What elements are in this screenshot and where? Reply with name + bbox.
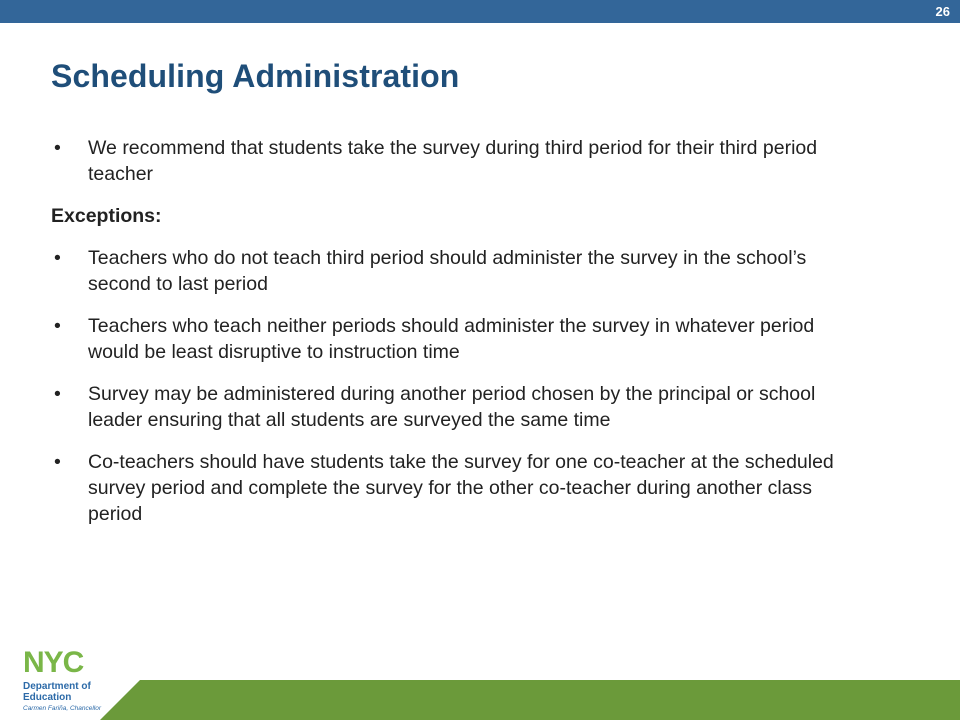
bullet-text: Teachers who teach neither periods should administer the survey in whatever period would be least disruptive to instruction time xyxy=(88,315,815,363)
logo-line-1: Department of xyxy=(23,681,91,692)
footer-bar-shape xyxy=(100,680,960,720)
slide-title: Scheduling Administration xyxy=(51,58,460,94)
nyc-doe-logo xyxy=(22,646,122,718)
bullet-icon: • xyxy=(54,247,61,269)
bullet-text: Co-teachers should have students take the survey for one co-teacher at the scheduled survey period and complete the survey for the other co-teacher during another class period xyxy=(88,451,834,525)
bullet-text: Survey may be administered during another period chosen by the principal or school leader ensuring that all students are surveyed the same time xyxy=(88,383,816,431)
bullet-icon: • xyxy=(54,137,61,159)
top-banner xyxy=(0,0,960,23)
page-number: 26 xyxy=(935,4,950,19)
logo-mark: NYC xyxy=(23,646,84,679)
bullet-icon: • xyxy=(54,315,61,337)
bullet-item xyxy=(51,313,851,365)
logo-line-2: Education xyxy=(23,692,72,703)
bullet-item xyxy=(51,245,851,297)
exceptions-heading: Exceptions: xyxy=(51,205,162,227)
bullet-item xyxy=(51,449,851,527)
bullet-item xyxy=(51,135,851,187)
logo-line-3: Carmen Fariña, Chancellor xyxy=(23,705,102,712)
bullet-item xyxy=(51,381,851,433)
bullet-text: Teachers who do not teach third period should administer the survey in the school’s second to last period xyxy=(88,247,807,295)
bullet-icon: • xyxy=(54,383,61,405)
bullet-text: We recommend that students take the survey during third period for their third period teacher xyxy=(88,137,818,185)
slide-body xyxy=(51,135,851,543)
bullet-icon: • xyxy=(54,451,61,473)
footer-bar xyxy=(0,680,960,720)
